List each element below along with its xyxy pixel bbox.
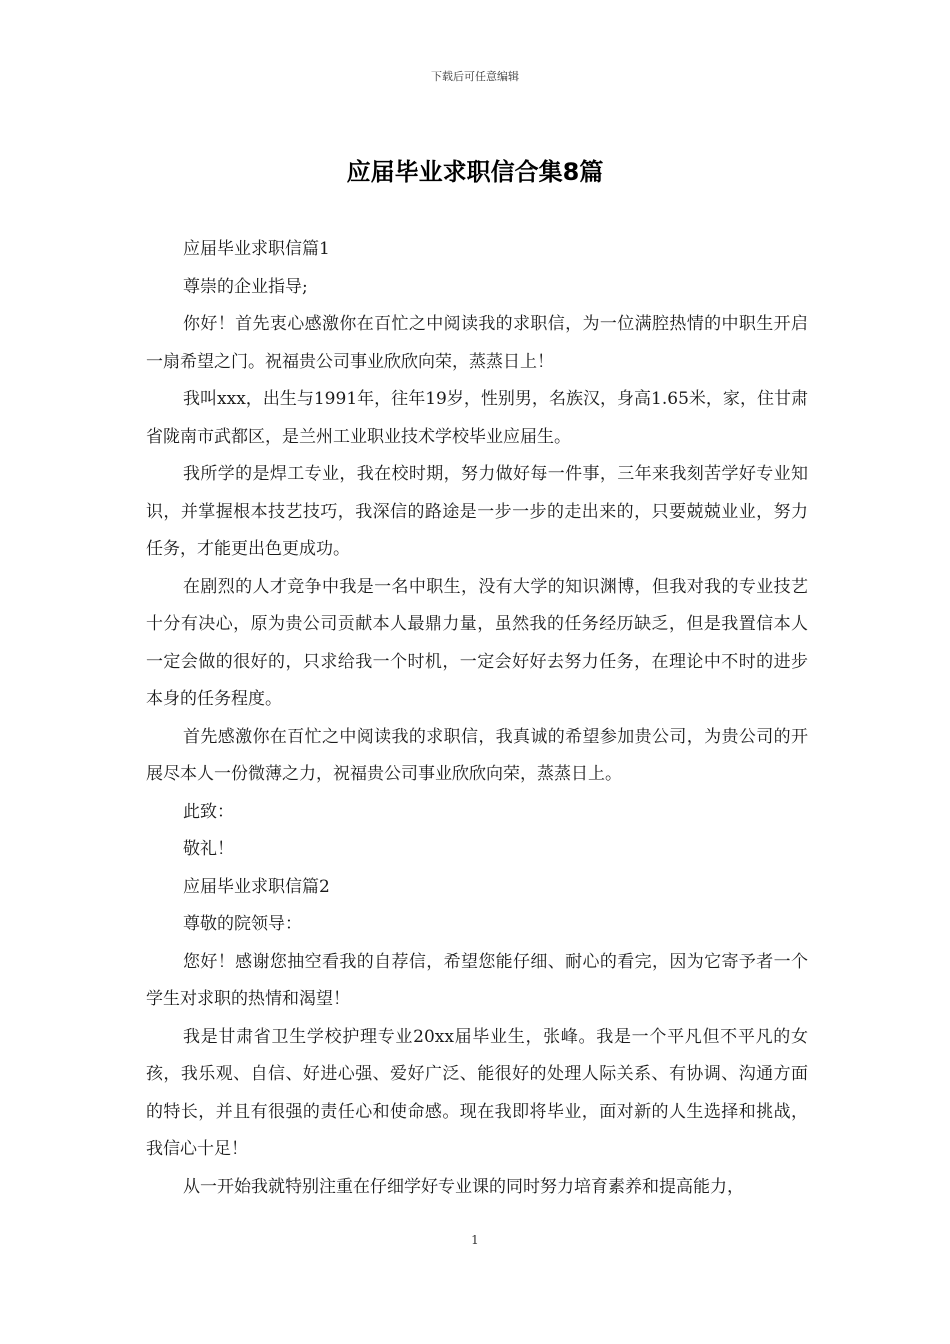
closing-line: 此致： — [183, 801, 234, 822]
closing-regards: 敬礼！ — [183, 839, 234, 859]
section-heading-2: 应届毕业求职信篇2 — [183, 876, 330, 897]
page-number: 1 — [471, 1233, 479, 1247]
paragraph: 首先感激你在百忙之中阅读我的求职信，我真诚的希望参加贵公司，为贵公司的开展尽本人一份微薄之力，祝福贵公司事业欣欣向荣，蒸蒸日上。 — [146, 726, 808, 784]
salutation-1: 尊崇的企业指导; — [183, 276, 308, 297]
paragraph: 从一开始我就特别注重在仔细学好专业课的同时努力培育素养和提高能力， — [183, 1176, 744, 1197]
paragraph: 我是甘肃省卫生学校护理专业20xx届毕业生，张峰。我是一个平凡但不平凡的女孩，我乐观、自信、好进心强、爱好广泛、能很好的处理人际关系、有协调、沟通方面的特长，并且有很强的责任心和使命感。现在我即将毕业，面对新的人生选择和挑战，我信心十足！ — [146, 1026, 808, 1159]
paragraph: 我叫xxx，出生与1991年，往年19岁，性别男，名族汉，身高1.65米，家，住甘肃省陇南市武都区，是兰州工业职业技术学校毕业应届生。 — [146, 389, 808, 447]
salutation-2: 尊敬的院领导： — [183, 914, 302, 934]
paragraph: 您好！感谢您抽空看我的自荐信，希望您能仔细、耐心的看完，因为它寄予者一个学生对求职的热情和渴望！ — [146, 951, 808, 1009]
header-note: 下载后可任意编辑 — [431, 70, 519, 83]
paragraph: 在剧烈的人才竞争中我是一名中职生，没有大学的知识渊博，但我对我的专业技艺十分有决心，原为贵公司贡献本人最鼎力量，虽然我的任务经历缺乏，但是我置信本人一定会做的很好的，只求给我一个时机，一定会好好去努力任务，在理论中不时的进步本身的任务程度。 — [146, 576, 808, 709]
document-body — [146, 231, 808, 1206]
paragraph: 我所学的是焊工专业，我在校时期，努力做好每一件事，三年来我刻苦学好专业知识，并掌握根本技艺技巧，我深信的路途是一步一步的走出来的，只要兢兢业业，努力任务，才能更出色更成功。 — [146, 464, 808, 559]
section-heading-1: 应届毕业求职信篇1 — [183, 239, 330, 259]
paragraph: 你好！首先衷心感激你在百忙之中阅读我的求职信，为一位满腔热情的中职生开启一扇希望之门。祝福贵公司事业欣欣向荣，蒸蒸日上！ — [146, 314, 808, 372]
document-title: 应届毕业求职信合集8篇 — [346, 158, 604, 186]
